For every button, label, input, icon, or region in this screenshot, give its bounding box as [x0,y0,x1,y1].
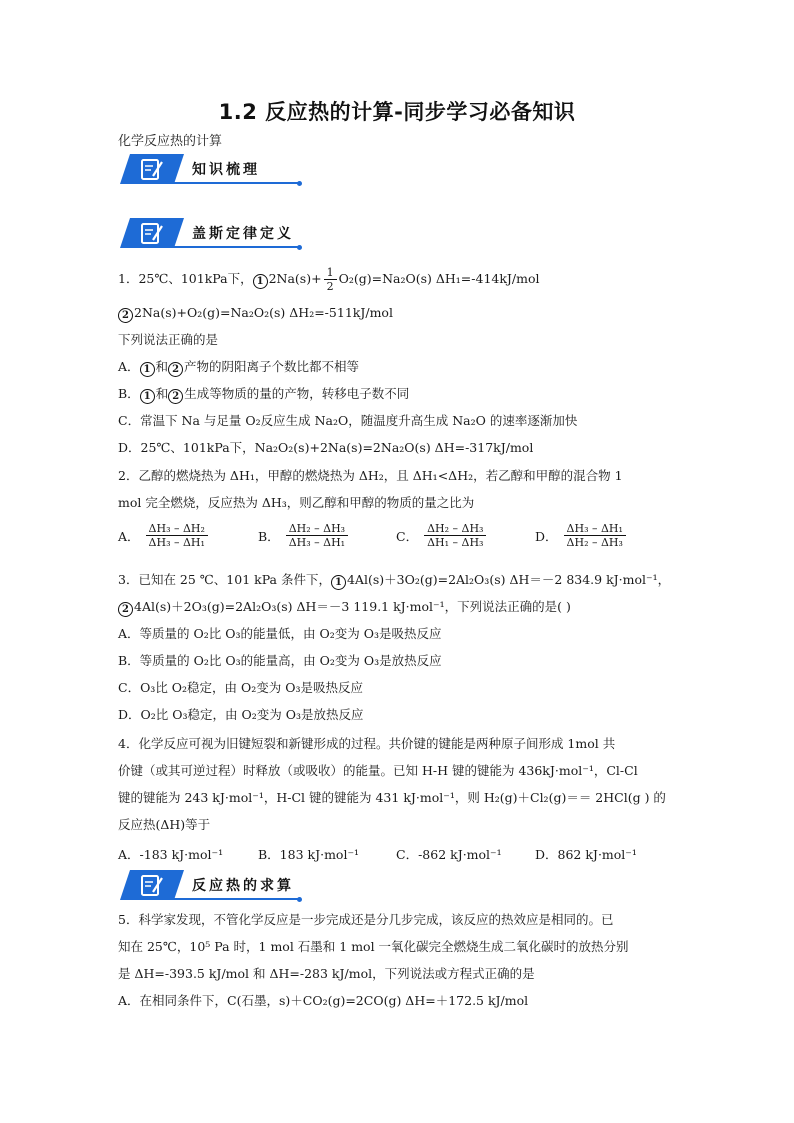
circled-number: 2 [118,308,133,323]
q3-option-c[interactable]: C．O₃比 O₂稳定，由 O₂变为 O₃是吸热反应 [118,680,364,695]
option-fraction [286,522,348,549]
q3-prefix: 3．已知在 25 ℃、101 kPa 条件下， [118,572,331,587]
banner-label: 知识梳理 [192,162,260,178]
q2-option-b[interactable] [258,522,350,549]
section-banner-knowledge [120,154,300,184]
banner-rule [172,246,300,248]
q1-eq-part-a: 2Na(s)+ [268,271,322,286]
option-fraction [146,522,208,549]
q3-eq1: 4Al(s)＋3O₂(g)=2Al₂O₃(s) ΔH＝－2 834.9 kJ·mol⁻¹， [346,572,671,587]
option-letter: B． [258,528,280,544]
q5-line3: 是 ΔH=-393.5 kJ/mol 和 ΔH=-283 kJ/mol，下列说法或方程式正确的是 [118,966,535,981]
q4-option-a[interactable]: A．-183 kJ·mol⁻¹ [118,847,224,862]
option-text: 产物的阴阳离子个数比都不相等 [184,359,360,374]
q2-option-c[interactable] [396,522,488,549]
notepad-pencil-icon [120,154,184,184]
q1-eq2: 2Na(s)+O₂(g)=Na₂O₂(s) ΔH₂=-511kJ/mol [134,305,393,320]
q3-option-a[interactable]: A．等质量的 O₂比 O₃的能量低，由 O₂变为 O₃是吸热反应 [118,626,442,641]
fraction-numerator: ΔH₂ – ΔH₃ [286,522,348,536]
notepad-pencil-icon [120,870,184,900]
circled-number: 1 [140,362,155,377]
q4-option-d[interactable]: D．862 kJ·mol⁻¹ [535,847,637,862]
q1-prefix: 1．25℃、101kPa下， [118,271,253,286]
q4-option-c[interactable]: C．-862 kJ·mol⁻¹ [396,847,502,862]
circled-number: 1 [253,274,268,289]
option-text: 生成等物质的量的产物，转移电子数不同 [184,386,410,401]
q1-stem: 下列说法正确的是 [118,332,219,347]
banner-label: 反应热的求算 [192,878,294,894]
page-subtitle: 化学反应热的计算 [118,134,223,149]
option-letter: A． [118,528,140,544]
fraction-denominator: ΔH₁ – ΔH₃ [427,536,484,549]
banner-rule [172,898,300,900]
q2-line2: mol 完全燃烧，反应热为 ΔH₃，则乙醇和甲醇的物质的量之比为 [118,495,475,510]
q4-option-b[interactable]: B．183 kJ·mol⁻¹ [258,847,360,862]
q2-line1: 2．乙醇的燃烧热为 ΔH₁，甲醇的燃烧热为 ΔH₂，且 ΔH₁<ΔH₂，若乙醇和甲醇的混合物 1 [118,468,623,483]
option-text: 和 [155,359,169,374]
q4-line3: 键的键能为 243 kJ·mol⁻¹，H-Cl 键的键能为 431 kJ·mol⁻¹，则 H₂(g)＋Cl₂(g)＝＝ 2HCl(g ) 的 [118,790,666,805]
fraction-half [324,266,337,293]
q1-option-a[interactable] [118,359,359,377]
q1-eq-part-b: O₂(g)=Na₂O(s) ΔH₁=-414kJ/mol [338,271,540,286]
banner-dot [297,245,302,250]
q5-line1: 5．科学家发现，不管化学反应是一步完成还是分几步完成，该反应的热效应是相同的。已 [118,912,614,927]
section-banner-reaction-heat [120,870,300,900]
option-fraction [424,522,486,549]
q1-line2 [118,305,393,323]
q1-option-b[interactable] [118,386,409,404]
circled-number: 2 [168,362,183,377]
circled-number: 2 [168,389,183,404]
option-letter: C． [396,528,419,544]
q1-line1 [118,266,540,293]
circled-number: 1 [331,575,346,590]
q3-line1 [118,572,670,590]
q5-line2: 知在 25℃，10⁵ Pa 时，1 mol 石墨和 1 mol 一氧化碳完全燃烧生成二氧化碳时的放热分别 [118,939,629,954]
q4-line4: 反应热(ΔH)等于 [118,817,211,832]
banner-dot [297,181,302,186]
fraction-numerator: ΔH₃ – ΔH₂ [146,522,208,536]
page-title: 1.2 反应热的计算-同步学习必备知识 [218,100,576,124]
option-text: 和 [155,386,169,401]
banner-rule [172,182,300,184]
q1-option-d[interactable]: D．25℃、101kPa下，Na₂O₂(s)+2Na(s)=2Na₂O(s) ΔH=-317kJ/mol [118,440,534,455]
q4-line1: 4．化学反应可视为旧键短裂和新键形成的过程。共价键的键能是两种原子间形成 1mol 共 [118,736,616,751]
notepad-pencil-icon [120,218,184,248]
fraction-numerator: ΔH₂ – ΔH₃ [424,522,486,536]
q2-option-d[interactable] [535,522,628,549]
q3-option-d[interactable]: D．O₂比 O₃稳定，由 O₂变为 O₃是放热反应 [118,707,364,722]
fraction-denominator: ΔH₂ – ΔH₃ [566,536,623,549]
q5-option-a[interactable]: A．在相同条件下，C(石墨，s)＋CO₂(g)=2CO(g) ΔH=＋172.5 kJ/mol [118,993,529,1008]
fraction-numerator: 1 [324,266,337,280]
circled-number: 1 [140,389,155,404]
fraction-denominator: 2 [326,280,334,293]
fraction-numerator: ΔH₃ – ΔH₁ [564,522,626,536]
option-fraction [564,522,626,549]
fraction-denominator: ΔH₃ – ΔH₁ [148,536,205,549]
q2-option-a[interactable] [118,522,210,549]
q4-line2: 价键（或其可逆过程）时释放（或吸收）的能量。已知 H-H 键的键能为 436kJ·mol⁻¹，Cl-Cl [118,763,638,778]
option-letter: B． [118,386,140,401]
q3-option-b[interactable]: B．等质量的 O₂比 O₃的能量高，由 O₂变为 O₃是放热反应 [118,653,442,668]
q4-options [118,845,678,865]
q3-eq2: 4Al(s)＋2O₃(g)=2Al₂O₃(s) ΔH＝－3 119.1 kJ·mol⁻¹，下列说法正确的是( ) [134,599,571,614]
option-letter: A． [118,359,140,374]
section-banner-hess-law [120,218,300,248]
banner-dot [297,897,302,902]
banner-label: 盖斯定律定义 [192,226,294,242]
fraction-denominator: ΔH₃ – ΔH₁ [288,536,346,549]
q3-line2 [118,599,571,617]
option-letter: D． [535,528,558,544]
circled-number: 2 [118,602,133,617]
q1-option-c[interactable]: C．常温下 Na 与足量 O₂反应生成 Na₂O，随温度升高生成 Na₂O 的速率逐渐加快 [118,413,578,428]
q2-options [118,522,678,562]
